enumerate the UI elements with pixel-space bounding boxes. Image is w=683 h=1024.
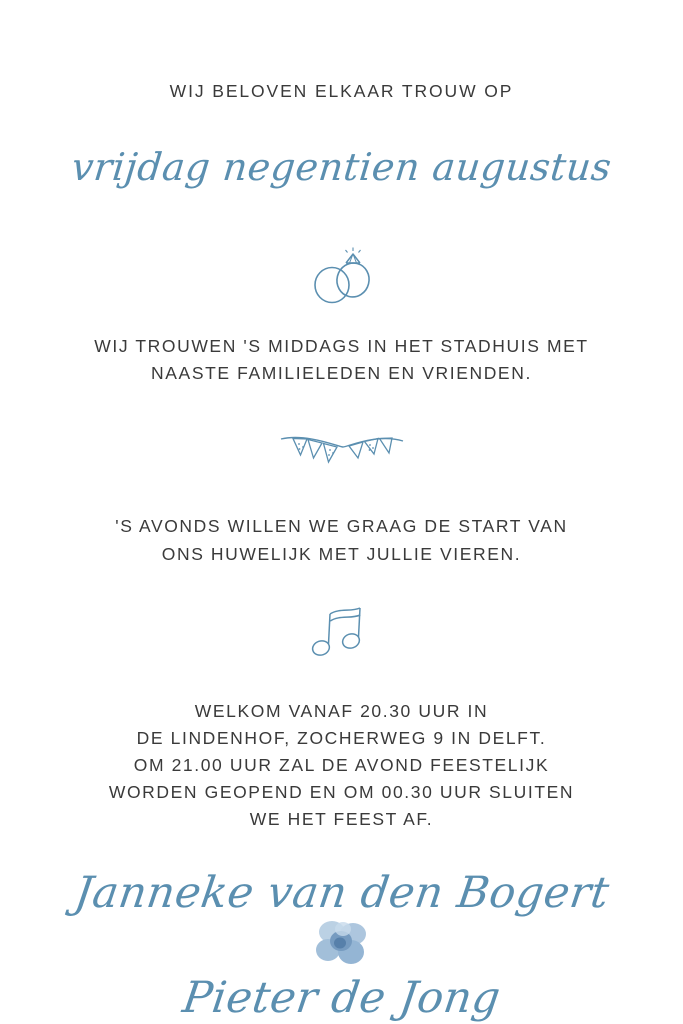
party-paragraph [115,513,567,567]
ceremony-line-2: NAASTE FAMILIELEDEN EN VRIENDEN. [151,363,532,384]
details-line-4: WORDEN GEOPEND EN OM 00.30 UUR SLUITEN [108,782,575,802]
wedding-rings-icon [299,235,385,309]
ceremony-line-1: WIJ TROUWEN 'S MIDDAGS IN HET STADHUIS MET [94,336,589,357]
party-line-2: ONS HUWELIJK MET JULLIE VIEREN. [161,543,522,564]
details-line-3: OM 21.00 UUR ZAL DE AVOND FEESTELIJK [133,754,550,775]
wedding-date: vrijdag negentien augustus [69,145,614,190]
details-line-1: WELKOM VANAF 20.30 UUR IN [194,700,489,721]
party-bunting-icon [277,431,407,487]
groom-name: Pieter de Jong [179,973,504,1024]
ceremony-paragraph [94,333,588,387]
music-notes-icon [299,602,385,664]
party-line-1: 'S AVONDS WILLEN WE GRAAG DE START VAN [115,516,568,537]
details-paragraph [109,698,574,834]
intro-line: WIJ BELOVEN ELKAAR TROUW OP [169,81,514,101]
details-line-2: DE LINDENHOF, ZOCHERWEG 9 IN DELFT. [136,727,547,748]
blue-flower-icon [310,912,374,972]
bride-name: Janneke van den Bogert [71,868,612,919]
details-line-5: WE HET FEEST AF. [249,809,434,830]
